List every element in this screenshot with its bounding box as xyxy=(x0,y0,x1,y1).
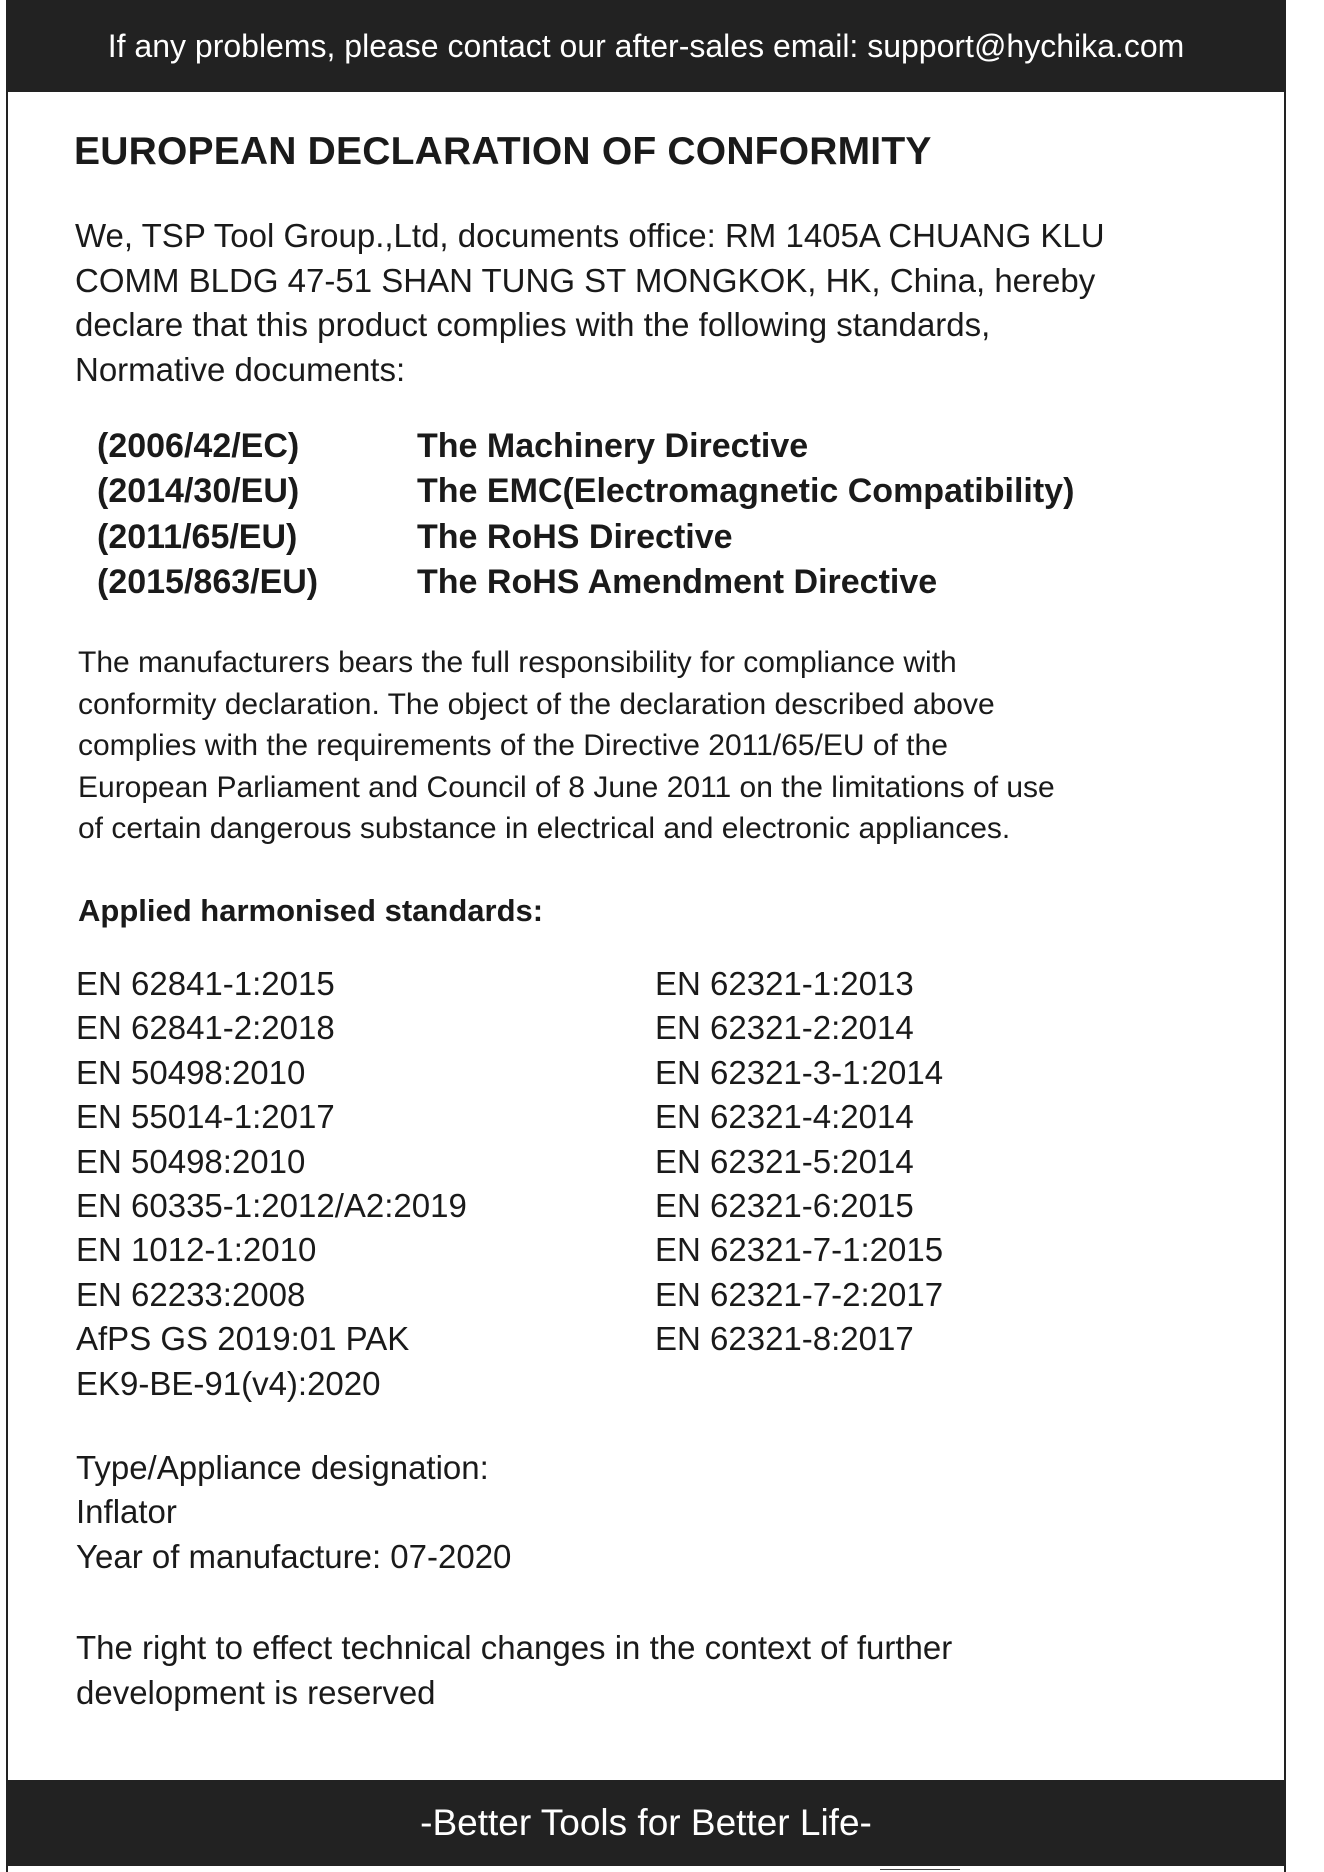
note-line: The right to effect technical changes in the context of further xyxy=(76,1629,953,1666)
directive-code: (2014/30/EU) xyxy=(97,472,300,511)
directives-list xyxy=(97,424,1074,605)
standard-item: EN 62841-2:2018 xyxy=(76,1009,335,1047)
directive-name: The RoHS Amendment Directive xyxy=(417,562,938,601)
standards-list-right xyxy=(655,962,943,1362)
standards-list-left xyxy=(76,962,467,1406)
standard-item: EN 62321-7-1:2015 xyxy=(655,1231,944,1269)
standard-item: EN 62321-8:2017 xyxy=(655,1320,914,1358)
standard-item: EN 62321-5:2014 xyxy=(655,1142,914,1180)
standard-item: EN 55014-1:2017 xyxy=(76,1098,335,1136)
responsibility-line: conformity declaration. The object of the declaration described above xyxy=(78,687,995,721)
footer-bar xyxy=(6,1780,1286,1866)
standard-item: EN 1012-1:2010 xyxy=(76,1231,317,1269)
directive-row xyxy=(97,469,1074,514)
directive-name: The EMC(Electromagnetic Compatibility) xyxy=(417,472,1075,511)
standards-heading: Applied harmonised standards: xyxy=(78,893,544,928)
page-title: EUROPEAN DECLARATION OF CONFORMITY xyxy=(74,130,932,173)
designation-line: Year of manufacture: 07-2020 xyxy=(76,1537,512,1575)
responsibility-line: complies with the requirements of the Directive 2011/65/EU of the xyxy=(78,729,948,762)
header-bar xyxy=(6,0,1286,92)
footer-slogan: -Better Tools for Better Life- xyxy=(420,1802,872,1843)
intro-line: declare that this product complies with the following standards, xyxy=(75,306,991,344)
standard-item: EN 50498:2010 xyxy=(76,1142,306,1180)
responsibility-line: of certain dangerous substance in electrical and electronic appliances. xyxy=(78,812,1011,845)
directive-row xyxy=(97,424,1074,469)
intro-line: COMM BLDG 47-51 SHAN TUNG ST MONGKOK, HK, China, hereby xyxy=(75,261,1096,299)
standard-item: EN 62841-1:2015 xyxy=(76,965,335,1002)
responsibility-paragraph xyxy=(78,642,1055,850)
standard-item: EK9-BE-91(v4):2020 xyxy=(76,1364,381,1402)
standard-item: EN 62321-1:2013 xyxy=(655,965,914,1002)
responsibility-line: The manufacturers bears the full responsibility for compliance with xyxy=(78,646,957,679)
responsibility-line: European Parliament and Council of 8 June 2011 on the limitations of use xyxy=(78,770,1055,804)
directive-name: The Machinery Directive xyxy=(417,427,809,465)
standard-item: EN 62321-7-2:2017 xyxy=(655,1275,944,1313)
directive-code: (2011/65/EU) xyxy=(97,517,298,556)
standard-item: AfPS GS 2019:01 PAK xyxy=(76,1320,410,1358)
designation-line: Inflator xyxy=(76,1493,177,1531)
standard-item: EN 60335-1:2012/A2:2019 xyxy=(76,1187,467,1225)
appliance-designation xyxy=(76,1446,511,1579)
intro-paragraph xyxy=(75,214,1275,392)
intro-line: We, TSP Tool Group.,Ltd, documents office: RM 1405A CHUANG KLU xyxy=(75,217,1105,254)
contact-text: If any problems, please contact our after-sales email: support@hychika.com xyxy=(107,27,1185,64)
directive-name: The RoHS Directive xyxy=(417,517,733,556)
intro-line: Normative documents: xyxy=(75,350,406,388)
standard-item: EN 62321-4:2014 xyxy=(655,1098,914,1136)
directive-row xyxy=(97,560,1074,605)
standard-item: EN 50498:2010 xyxy=(76,1053,306,1091)
standard-item: EN 62233:2008 xyxy=(76,1275,306,1313)
standard-item: EN 62321-3-1:2014 xyxy=(655,1053,944,1091)
designation-line: Type/Appliance designation: xyxy=(76,1449,489,1486)
note-line: development is reserved xyxy=(76,1673,436,1711)
standard-item: EN 62321-2:2014 xyxy=(655,1009,914,1047)
standard-item: EN 62321-6:2015 xyxy=(655,1187,914,1225)
directive-code: (2006/42/EC) xyxy=(97,427,300,465)
technical-changes-note xyxy=(76,1626,952,1715)
directive-code: (2015/863/EU) xyxy=(97,562,319,601)
directive-row xyxy=(97,515,1074,560)
bottom-divider xyxy=(880,1869,960,1870)
